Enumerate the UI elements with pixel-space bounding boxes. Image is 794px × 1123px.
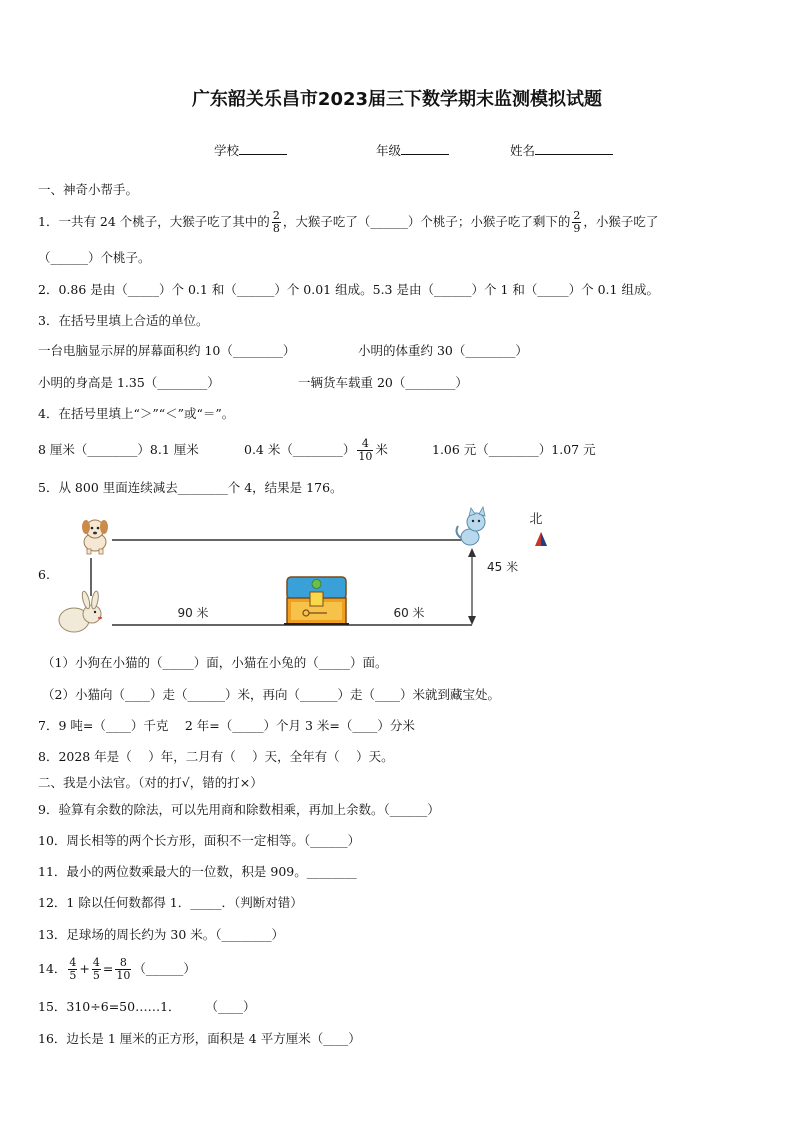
- question-4b: [244, 435, 388, 465]
- question-6-sub2: （2）小猫向（____）走（______）米，再向（______）走（____）米就到藏宝处。: [42, 687, 500, 702]
- question-3: 3．在括号里填上合适的单位。: [38, 313, 209, 328]
- q1-frac1-denominator: 8: [272, 222, 280, 235]
- question-7: 7．9 吨=（____）千克 2 年=（_____）个月 3 米=（____）分米: [38, 718, 415, 733]
- q4b-denominator: 10: [358, 450, 373, 463]
- question-6-label: 6.: [38, 567, 50, 582]
- school-blank[interactable]: [239, 142, 287, 155]
- q14-label: 14．: [38, 961, 67, 976]
- question-16: 16．边长是 1 厘米的正方形，面积是 4 平方厘米（____）: [38, 1031, 361, 1046]
- question-6-sub1: （1）小狗在小猫的（_____）面，小猫在小兔的（_____）面。: [42, 655, 388, 670]
- question-11: 11．最小的两位数乘最大的一位数，积是 909。________: [38, 864, 357, 879]
- q1-fraction-1: [272, 210, 281, 235]
- q4b-numerator: 4: [357, 438, 373, 451]
- question-12: 12．1 除以任何数都得 1．_____．（判断对错）: [38, 895, 303, 910]
- q1-frac2-denominator: 9: [573, 222, 581, 235]
- question-3a: 一台电脑显示屏的屏幕面积约 10（________）: [38, 343, 296, 358]
- q14-f2-denominator: 5: [92, 969, 100, 982]
- arrow-down-icon: [468, 616, 476, 625]
- name-field: [510, 142, 613, 159]
- q4b-fraction: [357, 438, 373, 463]
- distance-label-90: 90 米: [177, 606, 209, 620]
- page-title: 广东韶关乐昌市2023届三下数学期末监测模拟试题: [191, 89, 603, 110]
- q14-equals: =: [102, 961, 114, 976]
- q14-plus: +: [79, 961, 90, 976]
- q14-f1-denominator: 5: [69, 969, 77, 982]
- question-3b: 小明的体重约 30（________）: [358, 343, 528, 358]
- q1-frac1-numerator: 2: [272, 209, 280, 222]
- q14-f2-numerator: 4: [92, 956, 100, 969]
- section2-heading: 二、我是小法官。（对的打√，错的打×）: [38, 775, 263, 790]
- school-label: 学校: [214, 143, 240, 158]
- question-4: 4．在括号里填上“＞”“＜”或“＝”。: [38, 406, 235, 421]
- question-8: 8．2028 年是（ ）年，二月有（ ）天，全年有（ ）天。: [38, 749, 394, 764]
- grade-field: [376, 142, 449, 159]
- question-1-line1: [38, 206, 658, 238]
- q14-f3-denominator: 10: [116, 969, 131, 982]
- question-5: 5．从 800 里面连续减去________个 4，结果是 176。: [38, 480, 343, 495]
- q14-f3-numerator: 8: [115, 957, 131, 970]
- map-diagram: [0, 505, 794, 645]
- q4b-unit: 米: [375, 442, 388, 457]
- q14-fraction-3: [115, 957, 131, 982]
- north-label: 北: [529, 512, 543, 527]
- question-4a: 8 厘米（________）8.1 厘米: [38, 442, 199, 457]
- question-10: 10．周长相等的两个长方形，面积不一定相等。（______）: [38, 833, 361, 848]
- school-field: [214, 142, 287, 159]
- q1-text-a: 1．一共有 24 个桃子，大猴子吃了其中的: [38, 214, 270, 229]
- q1-frac2-numerator: 2: [573, 209, 581, 222]
- dog-icon: [82, 520, 108, 554]
- arrow-up-icon: [468, 548, 476, 557]
- question-9: 9．验算有余数的除法，可以先用商和除数相乘，再加上余数。（______）: [38, 802, 440, 817]
- grade-blank[interactable]: [401, 142, 449, 155]
- name-label: 姓名: [510, 143, 536, 158]
- q14-f1-numerator: 4: [69, 956, 77, 969]
- q1-fraction-2: [572, 210, 581, 235]
- question-3c: 小明的身高是 1.35（________）: [38, 375, 220, 390]
- treasure-chest-icon: [284, 577, 349, 624]
- question-3d: 一辆货车载重 20（________）: [298, 375, 468, 390]
- q14-answer-blank: （______）: [133, 961, 196, 976]
- question-4c: 1.06 元（________）1.07 元: [432, 442, 596, 457]
- q1-text-b: ，大猴子吃了（______）个桃子；小猴子吃了剩下的: [282, 214, 571, 229]
- question-1-line2: （______）个桃子。: [38, 250, 151, 265]
- distance-label-45: 45 米: [487, 560, 519, 574]
- q14-fraction-2: [92, 957, 101, 982]
- question-14: [38, 953, 196, 985]
- question-13: 13．足球场的周长约为 30 米。（________）: [38, 927, 285, 942]
- rabbit-icon: [59, 591, 102, 632]
- q1-text-c: ，小猴子吃了: [583, 214, 659, 229]
- grade-label: 年级: [376, 143, 402, 158]
- question-2: 2．0.86 是由（_____）个 0.1 和（______）个 0.01 组成。5.3 是由（______）个 1 和（_____）个 0.1 组成。: [38, 282, 659, 297]
- q4b-text: 0.4 米（________）: [244, 442, 356, 457]
- name-blank[interactable]: [535, 142, 613, 155]
- distance-label-60: 60 米: [393, 606, 425, 620]
- q14-fraction-1: [68, 957, 77, 982]
- question-15: 15．310÷6=50……1． （____）: [38, 999, 256, 1014]
- section1-heading: 一、神奇小帮手。: [38, 182, 139, 197]
